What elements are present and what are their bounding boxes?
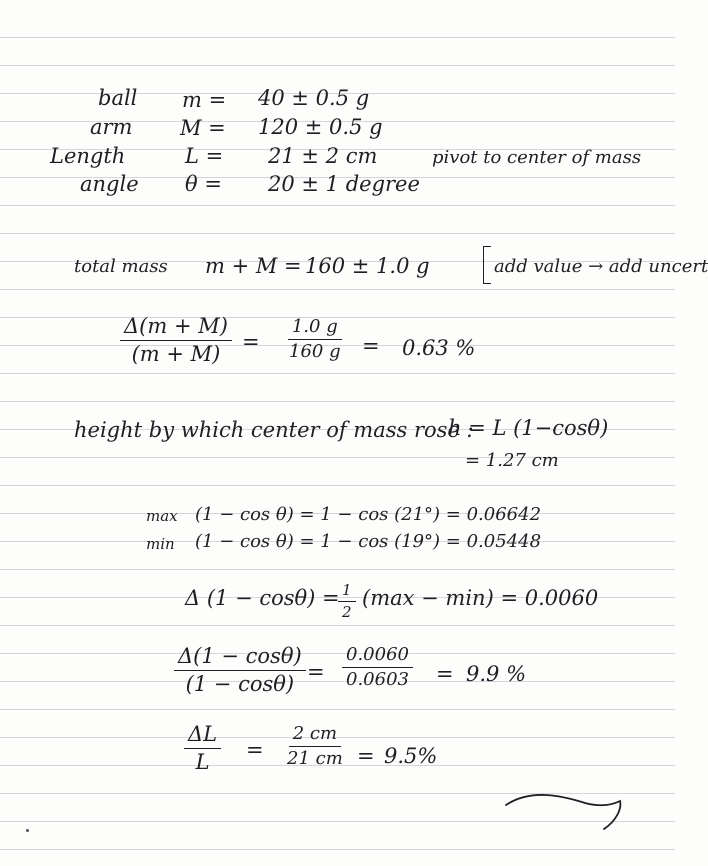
param-value-ball: 40 ± 0.5 g — [258, 86, 370, 110]
rel-cos-equals-1: = — [307, 660, 325, 684]
height-formula: h = L (1−cosθ) — [448, 416, 609, 440]
mass-ratio-result: 0.63 % — [402, 336, 476, 360]
param-value-arm: 120 ± 0.5 g — [258, 115, 383, 139]
total-mass-value: 160 ± 1.0 g — [305, 254, 430, 278]
half-numerator: 1 — [338, 583, 356, 602]
param-name-angle: angle — [80, 172, 139, 196]
rel-length-denominator: L — [195, 750, 210, 774]
mass-ratio-numerator: Δ(m + M) — [120, 316, 232, 341]
rel-cos-value-numerator: 0.0060 — [342, 646, 413, 668]
mass-ratio-equals-1: = — [242, 330, 260, 354]
param-symbol-ball: m = — [182, 88, 227, 112]
note-bracket — [483, 246, 491, 284]
rel-cos-denominator: (1 − cosθ) — [185, 672, 295, 696]
rel-cos-value-denominator: 0.0603 — [346, 669, 409, 690]
min-expression: (1 − cos θ) = 1 − cos (19°) = 0.05448 — [195, 531, 542, 552]
mass-ratio-denominator: (m + M) — [131, 342, 221, 366]
rel-length-fraction — [184, 724, 221, 773]
rel-length-equals-1: = — [246, 738, 264, 762]
height-description: height by which center of mass rose : — [74, 418, 474, 442]
rel-length-value-denominator: 21 cm — [287, 748, 343, 769]
delta-rhs: (max − min) = 0.0060 — [362, 586, 599, 610]
max-expression: (1 − cos θ) = 1 − cos (21°) = 0.06642 — [195, 504, 542, 525]
param-name-arm: arm — [90, 115, 133, 139]
rel-length-value-fraction — [283, 725, 347, 768]
param-symbol-length: L = — [185, 144, 224, 168]
half-denominator: 2 — [342, 603, 352, 621]
mass-ratio-fraction — [120, 316, 232, 365]
param-symbol-angle: θ = — [185, 172, 222, 196]
total-mass-label: total mass — [74, 256, 168, 277]
param-name-ball: ball — [98, 86, 138, 110]
max-label: max — [146, 507, 178, 525]
add-uncertainty-note: add value → add uncert — [494, 256, 708, 277]
rel-cos-numerator: Δ(1 − cosθ) — [174, 646, 306, 671]
total-mass-expression: m + M = — [205, 254, 302, 278]
mass-ratio-value-fraction — [285, 318, 345, 361]
delta-lhs: Δ (1 − cosθ) = — [185, 586, 340, 610]
rel-length-equals-2: = — [357, 744, 375, 768]
rel-length-value-numerator: 2 cm — [289, 725, 341, 747]
mass-ratio-value-numerator: 1.0 g — [288, 318, 342, 340]
rel-cos-equals-2: = — [436, 662, 454, 686]
rel-cos-result: 9.9 % — [466, 662, 527, 686]
rel-cos-value-fraction — [342, 646, 413, 689]
param-value-length: 21 ± 2 cm — [268, 144, 378, 168]
mass-ratio-equals-2: = — [362, 334, 380, 358]
height-result: = 1.27 cm — [465, 450, 559, 471]
pivot-note: pivot to center of mass — [432, 147, 642, 168]
mass-ratio-value-denominator: 160 g — [289, 341, 341, 362]
rel-length-numerator: ΔL — [184, 724, 221, 749]
param-value-angle: 20 ± 1 degree — [268, 172, 420, 196]
rel-cos-fraction — [174, 646, 306, 695]
squiggle-doodle — [500, 785, 630, 835]
param-name-length: Length — [50, 144, 126, 168]
min-label: min — [146, 535, 175, 553]
param-symbol-arm: M = — [180, 116, 226, 140]
stray-mark — [26, 829, 29, 832]
half-fraction — [338, 583, 356, 620]
rel-length-result: 9.5% — [384, 744, 438, 768]
